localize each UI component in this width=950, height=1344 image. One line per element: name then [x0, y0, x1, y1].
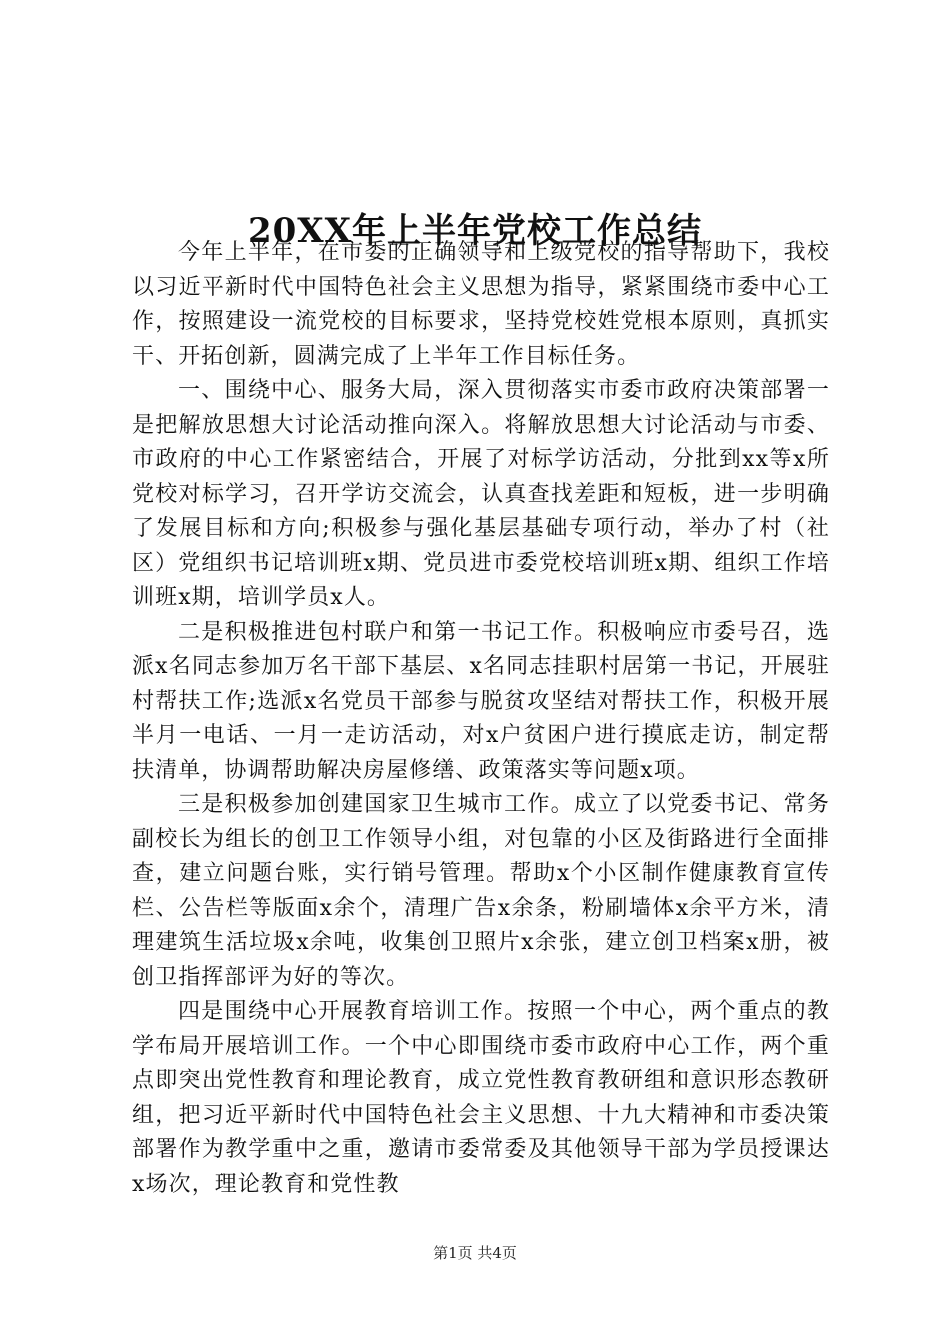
paragraph-section-three: 三是积极参加创建国家卫生城市工作。成立了以党委书记、常务副校长为组长的创卫工作领导小组，对包靠的小区及街路进行全面排查，建立问题台账，实行销号管理。帮助x个小区制作健康教育宣传栏、公告栏等版面x余个，清理广告x余条，粉刷墙体x余平方米，清理建筑生活垃圾x余吨，收集创卫照片x余张，建立创卫档案x册，被创卫指挥部评为好的等次。 — [132, 792, 830, 990]
paragraph-section-four: 四是围绕中心开展教育培训工作。按照一个中心，两个重点的教学布局开展培训工作。一个中心即围绕市委市政府中心工作，两个重点即突出党性教育和理论教育，成立党性教育教研组和意识形态教研组，把习近平新时代中国特色社会主义思想、十九大精神和市委决策部署作为教学重中之重，邀请市委常委及其他领导干部为学员授课达x场次，理论教育和党性教 — [132, 999, 830, 1197]
paragraph-section-one: 一、围绕中心、服务大局，深入贯彻落实市委市政府决策部署一是把解放思想大讨论活动推向深入。将解放思想大讨论活动与市委、市政府的中心工作紧密结合，开展了对标学访活动，分批到xx等x所党校对标学习，召开学访交流会，认真查找差距和短板，进一步明确了发展目标和方向;积极参与强化基层基础专项行动，举办了村（社区）党组织书记培训班x期、党员进市委党校培训班x期、组织工作培训班x期，培训学员x人。 — [132, 378, 830, 610]
paragraph-section-two: 二是积极推进包村联户和第一书记工作。积极响应市委号召，选派x名同志参加万名干部下基层、x名同志挂职村居第一书记，开展驻村帮扶工作;选派x名党员干部参与脱贫攻坚结对帮扶工作，积极开展半月一电话、一月一走访活动，对x户贫困户进行摸底走访，制定帮扶清单，协调帮助解决房屋修缮、政策落实等问题x项。 — [132, 619, 830, 783]
document-body — [132, 236, 830, 1202]
paragraph-intro: 今年上半年，在市委的正确领导和上级党校的指导帮助下，我校以习近平新时代中国特色社会主义思想为指导，紧紧围绕市委中心工作，按照建设一流党校的目标要求，坚持党校姓党根本原则，真抓实干、开拓创新，圆满完成了上半年工作目标任务。 — [132, 240, 830, 369]
page-number-footer: 第1页 共4页 — [433, 1244, 517, 1262]
document-title: 20XX年上半年党校工作总结 — [247, 210, 703, 251]
